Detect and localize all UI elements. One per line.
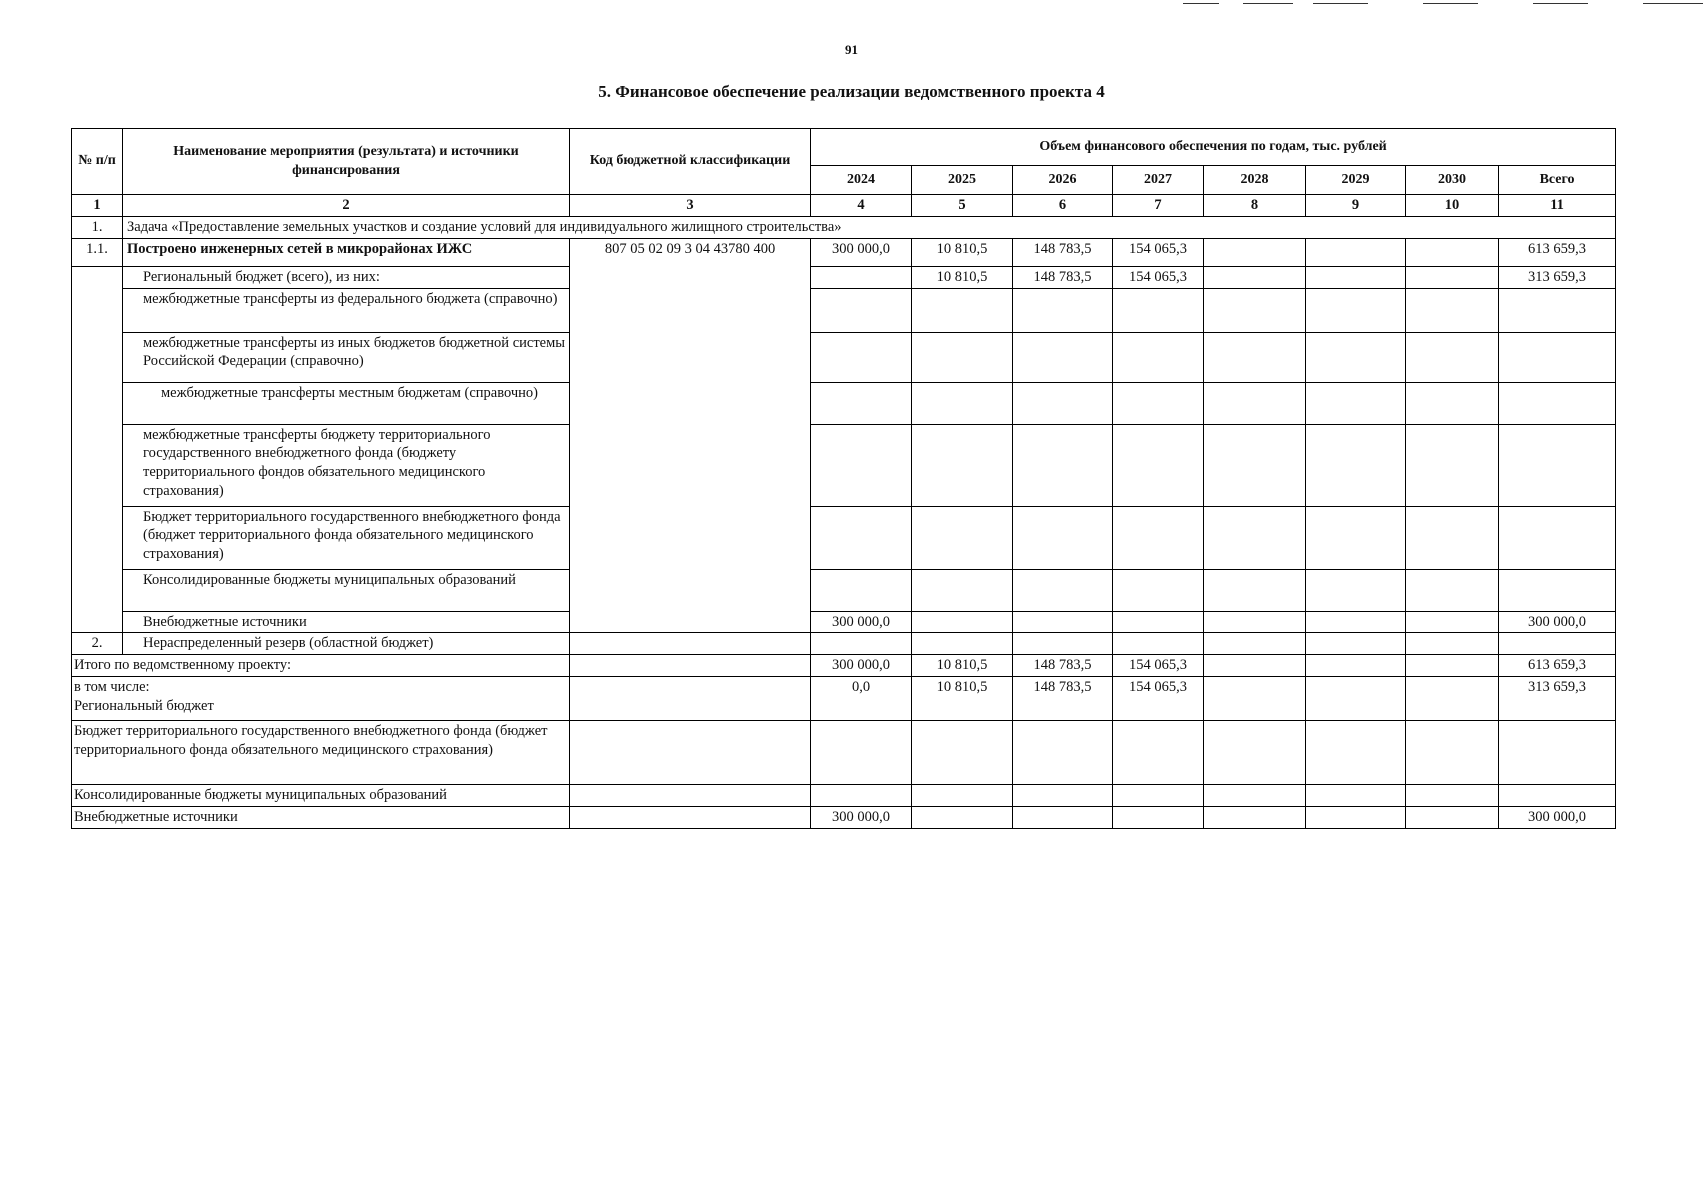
value-cell xyxy=(1306,266,1406,288)
value-cell: 10 810,5 xyxy=(912,266,1013,288)
task-text: Задача «Предоставление земельных участков и создание условий для индивидуального жилищного строительства» xyxy=(123,216,1616,238)
total-cell: 313 659,3 xyxy=(1499,677,1616,721)
value-cell xyxy=(1406,266,1499,288)
empty-cell xyxy=(912,633,1013,655)
column-number: 11 xyxy=(1499,195,1616,217)
header-row-1 xyxy=(72,129,1616,166)
total-row xyxy=(72,655,1616,677)
value-cell xyxy=(1306,332,1406,382)
table-row xyxy=(72,288,1616,332)
column-number: 8 xyxy=(1204,195,1306,217)
row-label: межбюджетные трансферты из иных бюджетов бюджетной системы Российской Федерации (справочно) xyxy=(123,332,570,382)
value-cell xyxy=(912,424,1013,506)
column-number: 10 xyxy=(1406,195,1499,217)
value-cell xyxy=(811,332,912,382)
empty-cell xyxy=(1499,633,1616,655)
value-cell xyxy=(1406,785,1499,807)
value-cell xyxy=(1204,506,1306,569)
value-cell xyxy=(912,611,1013,633)
table-row xyxy=(72,569,1616,611)
value-cell xyxy=(1113,332,1204,382)
empty-cell xyxy=(570,721,811,785)
total-regional-label xyxy=(72,677,570,721)
value-cell xyxy=(1113,506,1204,569)
value-cell xyxy=(1204,382,1306,424)
total-label: Итого по ведомственному проекту: xyxy=(72,655,570,677)
value-cell xyxy=(1204,785,1306,807)
header-year: 2024 xyxy=(811,166,912,195)
value-cell xyxy=(1406,569,1499,611)
empty-cell xyxy=(811,633,912,655)
total-cell: 613 659,3 xyxy=(1499,238,1616,266)
total-cell xyxy=(1499,721,1616,785)
value-cell xyxy=(811,506,912,569)
total-fund-label: Бюджет территориального государственного внебюджетного фонда (бюджет территориального фонда обязательного медицинского страхования) xyxy=(72,721,570,785)
value-cell: 10 810,5 xyxy=(912,238,1013,266)
value-cell xyxy=(1113,721,1204,785)
value-cell xyxy=(1306,238,1406,266)
total-cell: 300 000,0 xyxy=(1499,807,1616,829)
reserve-number: 2. xyxy=(72,633,123,655)
row-label: межбюджетные трансферты местным бюджетам (справочно) xyxy=(123,382,570,424)
value-cell xyxy=(1204,238,1306,266)
header-code: Код бюджетной классификации xyxy=(570,129,811,195)
row-label: Внебюджетные источники xyxy=(123,611,570,633)
table-row xyxy=(72,424,1616,506)
value-cell xyxy=(1013,506,1113,569)
table-row xyxy=(72,611,1616,633)
value-cell xyxy=(1113,288,1204,332)
header-total: Всего xyxy=(1499,166,1616,195)
header-year: 2027 xyxy=(1113,166,1204,195)
column-number: 1 xyxy=(72,195,123,217)
scan-marks xyxy=(1143,3,1703,7)
value-cell xyxy=(811,569,912,611)
value-cell xyxy=(1113,424,1204,506)
value-cell xyxy=(1406,382,1499,424)
total-municipal-row xyxy=(72,785,1616,807)
value-cell xyxy=(1306,785,1406,807)
value-cell xyxy=(1306,506,1406,569)
row-label: Региональный бюджет (всего), из них: xyxy=(123,266,570,288)
value-cell xyxy=(1013,611,1113,633)
value-cell xyxy=(1406,807,1499,829)
row-label: межбюджетные трансферты бюджету территориального государственного внебюджетного фонда (бюджету территориального фондов обязательного медицинского страхования) xyxy=(123,424,570,506)
value-cell xyxy=(1013,785,1113,807)
item-name: Построено инженерных сетей в микрорайонах ИЖС xyxy=(123,238,570,266)
value-cell xyxy=(1306,569,1406,611)
value-cell xyxy=(1013,332,1113,382)
header-year: 2029 xyxy=(1306,166,1406,195)
value-cell xyxy=(1306,721,1406,785)
value-cell: 148 783,5 xyxy=(1013,677,1113,721)
empty-cell xyxy=(570,655,811,677)
value-cell: 154 065,3 xyxy=(1113,677,1204,721)
value-cell: 148 783,5 xyxy=(1013,266,1113,288)
value-cell: 300 000,0 xyxy=(811,655,912,677)
value-cell xyxy=(1204,424,1306,506)
value-cell: 148 783,5 xyxy=(1013,238,1113,266)
value-cell xyxy=(1204,332,1306,382)
value-cell xyxy=(1406,424,1499,506)
reserve-row xyxy=(72,633,1616,655)
total-regional-row xyxy=(72,677,1616,721)
page-title: 5. Финансовое обеспечение реализации ведомственного проекта 4 xyxy=(598,82,1105,101)
column-number: 9 xyxy=(1306,195,1406,217)
empty-cell xyxy=(1013,633,1113,655)
table-row xyxy=(72,506,1616,569)
item-row xyxy=(72,238,1616,266)
empty-number-cell xyxy=(72,266,123,633)
total-cell xyxy=(1499,424,1616,506)
value-cell xyxy=(1013,721,1113,785)
page-number: 91 xyxy=(845,42,858,57)
value-cell xyxy=(912,506,1013,569)
value-cell xyxy=(1406,332,1499,382)
header-year: 2028 xyxy=(1204,166,1306,195)
value-cell: 154 065,3 xyxy=(1113,655,1204,677)
empty-cell xyxy=(1406,633,1499,655)
total-regional-prefix: в том числе: xyxy=(74,679,150,696)
header-year: 2030 xyxy=(1406,166,1499,195)
value-cell xyxy=(1406,288,1499,332)
column-number: 5 xyxy=(912,195,1013,217)
financing-table xyxy=(71,128,1616,829)
value-cell xyxy=(912,569,1013,611)
value-cell xyxy=(1013,569,1113,611)
value-cell xyxy=(1204,677,1306,721)
value-cell xyxy=(1013,424,1113,506)
value-cell xyxy=(1204,655,1306,677)
item-number: 1.1. xyxy=(72,238,123,266)
value-cell xyxy=(1306,807,1406,829)
value-cell xyxy=(1306,424,1406,506)
total-cell xyxy=(1499,569,1616,611)
value-cell xyxy=(912,785,1013,807)
value-cell xyxy=(1406,238,1499,266)
value-cell xyxy=(1204,807,1306,829)
value-cell xyxy=(1204,721,1306,785)
value-cell xyxy=(912,721,1013,785)
value-cell xyxy=(811,288,912,332)
value-cell xyxy=(811,721,912,785)
total-cell: 300 000,0 xyxy=(1499,611,1616,633)
value-cell xyxy=(1406,611,1499,633)
value-cell xyxy=(1113,569,1204,611)
value-cell xyxy=(1406,655,1499,677)
total-offbudget-label: Внебюджетные источники xyxy=(72,807,570,829)
total-offbudget-row xyxy=(72,807,1616,829)
total-fund-row xyxy=(72,721,1616,785)
table-row xyxy=(72,382,1616,424)
value-cell xyxy=(1113,611,1204,633)
value-cell xyxy=(1204,569,1306,611)
value-cell xyxy=(1113,382,1204,424)
value-cell xyxy=(1204,266,1306,288)
item-code: 807 05 02 09 3 04 43780 400 xyxy=(570,238,811,633)
value-cell: 10 810,5 xyxy=(912,677,1013,721)
value-cell xyxy=(912,332,1013,382)
value-cell: 154 065,3 xyxy=(1113,238,1204,266)
value-cell xyxy=(1406,721,1499,785)
value-cell: 300 000,0 xyxy=(811,611,912,633)
value-cell xyxy=(1013,807,1113,829)
row-label: межбюджетные трансферты из федерального бюджета (справочно) xyxy=(123,288,570,332)
total-municipal-label: Консолидированные бюджеты муниципальных образований xyxy=(72,785,570,807)
empty-cell xyxy=(570,677,811,721)
value-cell xyxy=(1406,506,1499,569)
column-numbers-row xyxy=(72,195,1616,217)
header-name: Наименование мероприятия (результата) и источники финансирования xyxy=(123,129,570,195)
table-row xyxy=(72,332,1616,382)
value-cell xyxy=(1306,611,1406,633)
total-cell xyxy=(1499,382,1616,424)
column-number: 7 xyxy=(1113,195,1204,217)
value-cell xyxy=(1406,677,1499,721)
value-cell xyxy=(912,382,1013,424)
value-cell xyxy=(1113,807,1204,829)
value-cell xyxy=(912,288,1013,332)
column-number: 3 xyxy=(570,195,811,217)
task-row xyxy=(72,216,1616,238)
value-cell xyxy=(811,382,912,424)
header-no: № п/п xyxy=(72,129,123,195)
total-cell xyxy=(1499,288,1616,332)
empty-cell xyxy=(1204,633,1306,655)
column-number: 4 xyxy=(811,195,912,217)
value-cell xyxy=(1306,288,1406,332)
value-cell: 10 810,5 xyxy=(912,655,1013,677)
row-label: Консолидированные бюджеты муниципальных образований xyxy=(123,569,570,611)
empty-cell xyxy=(1306,633,1406,655)
value-cell xyxy=(811,424,912,506)
row-label: Бюджет территориального государственного внебюджетного фонда (бюджет территориального фонда обязательного медицинского страхования) xyxy=(123,506,570,569)
header-year: 2026 xyxy=(1013,166,1113,195)
table-row xyxy=(72,266,1616,288)
value-cell xyxy=(1113,785,1204,807)
total-cell xyxy=(1499,506,1616,569)
empty-cell xyxy=(1113,633,1204,655)
empty-cell xyxy=(570,785,811,807)
header-volume: Объем финансового обеспечения по годам, тыс. рублей xyxy=(811,129,1616,166)
reserve-name: Нераспределенный резерв (областной бюджет) xyxy=(123,633,570,655)
value-cell xyxy=(1306,677,1406,721)
value-cell xyxy=(1306,655,1406,677)
value-cell: 0,0 xyxy=(811,677,912,721)
value-cell: 300 000,0 xyxy=(811,807,912,829)
task-number: 1. xyxy=(72,216,123,238)
column-number: 6 xyxy=(1013,195,1113,217)
value-cell xyxy=(811,785,912,807)
value-cell xyxy=(1013,382,1113,424)
value-cell: 148 783,5 xyxy=(1013,655,1113,677)
empty-cell xyxy=(570,633,811,655)
total-cell xyxy=(1499,785,1616,807)
empty-cell xyxy=(570,807,811,829)
value-cell xyxy=(1204,288,1306,332)
total-regional-name: Региональный бюджет xyxy=(74,698,214,715)
total-cell xyxy=(1499,332,1616,382)
value-cell xyxy=(811,266,912,288)
value-cell xyxy=(1306,382,1406,424)
value-cell: 154 065,3 xyxy=(1113,266,1204,288)
total-cell: 313 659,3 xyxy=(1499,266,1616,288)
value-cell: 300 000,0 xyxy=(811,238,912,266)
total-cell: 613 659,3 xyxy=(1499,655,1616,677)
value-cell xyxy=(1013,288,1113,332)
header-year: 2025 xyxy=(912,166,1013,195)
value-cell xyxy=(912,807,1013,829)
value-cell xyxy=(1204,611,1306,633)
column-number: 2 xyxy=(123,195,570,217)
